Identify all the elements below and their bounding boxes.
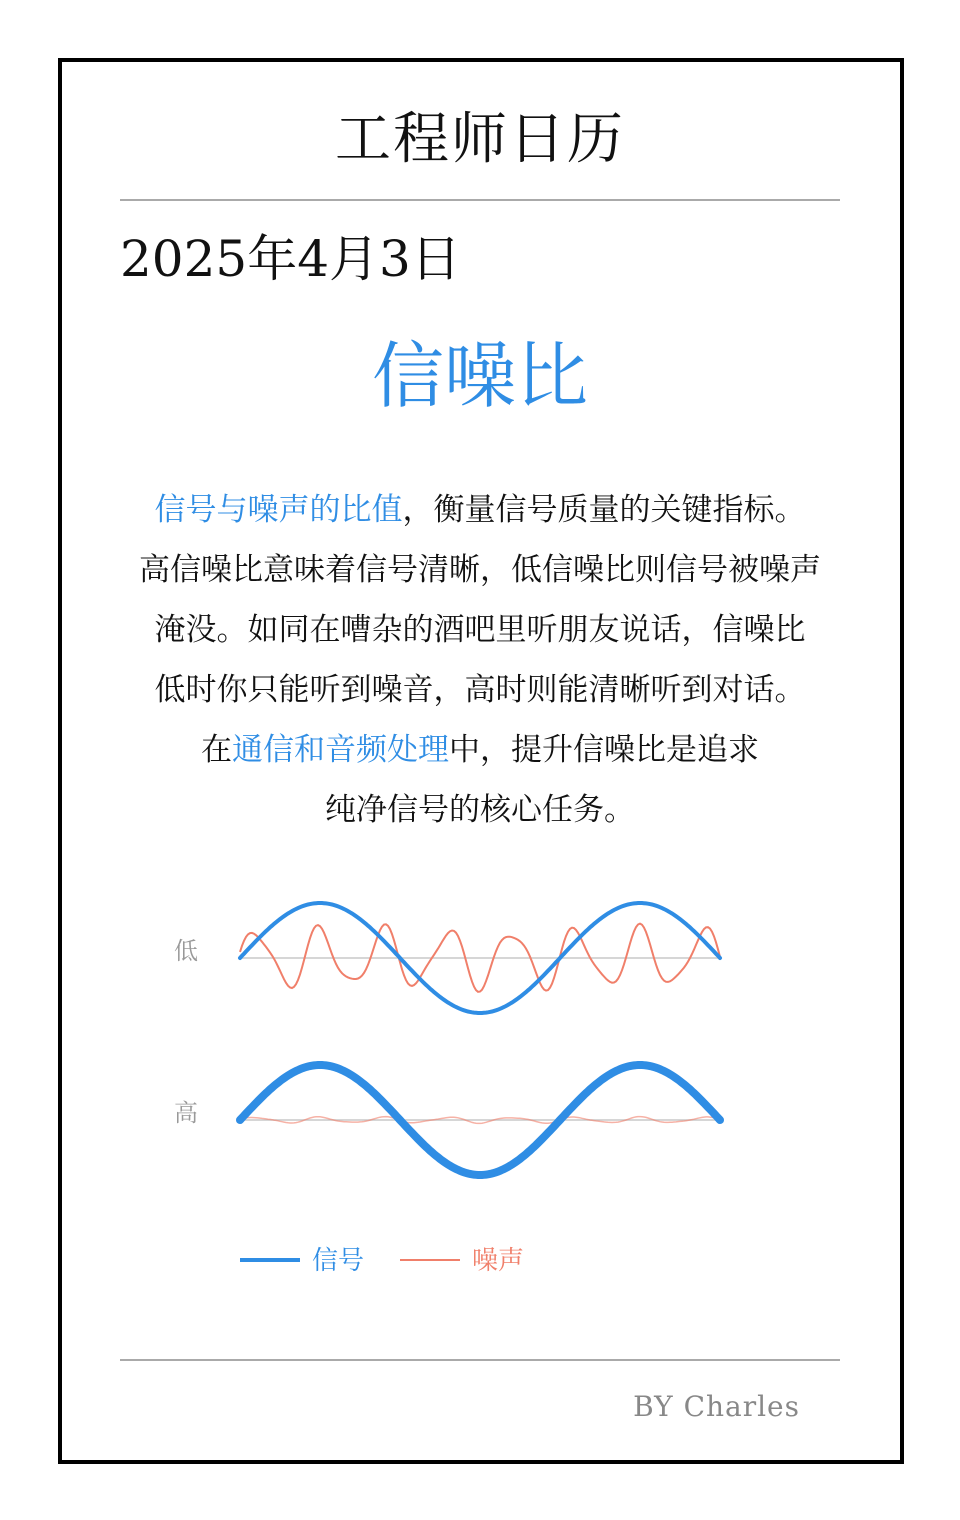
panel-label: 高 — [174, 1099, 198, 1127]
description-line — [60, 780, 900, 840]
description-line — [60, 660, 900, 720]
snr-waveform-chart — [0, 900, 960, 1300]
panel-label: 低 — [174, 937, 198, 965]
footer-divider — [120, 1359, 840, 1361]
description-line — [60, 480, 900, 540]
highlight-term: 信号与噪声的比值 — [154, 492, 403, 528]
topic-title: 信噪比 — [371, 334, 588, 418]
description-text — [60, 480, 900, 840]
description-line — [60, 540, 900, 600]
legend-noise-label: 噪声 — [472, 1246, 525, 1276]
calendar-date: 2025年4月3日 — [120, 230, 461, 288]
description-segment: 在 — [201, 732, 232, 768]
description-line — [60, 600, 900, 660]
legend-signal-label: 信号 — [312, 1246, 365, 1276]
description-segment: 淹没。如同在嘈杂的酒吧里听朋友说话，信噪比 — [154, 612, 806, 648]
author-credit: BY Charles — [633, 1390, 800, 1423]
description-segment: 低时你只能听到噪音，高时则能清晰听到对话。 — [154, 672, 806, 708]
description-segment: ，衡量信号质量的关键指标。 — [402, 492, 806, 528]
description-line — [60, 720, 900, 780]
page-title: 工程师日历 — [335, 107, 625, 172]
description-segment: 高信噪比意味着信号清晰，低信噪比则信号被噪声 — [139, 552, 821, 588]
description-segment: 纯净信号的核心任务。 — [325, 792, 635, 828]
highlight-term: 通信和音频处理 — [232, 732, 449, 768]
description-segment: 中，提升信噪比是追求 — [449, 732, 759, 768]
header-divider — [120, 199, 840, 201]
